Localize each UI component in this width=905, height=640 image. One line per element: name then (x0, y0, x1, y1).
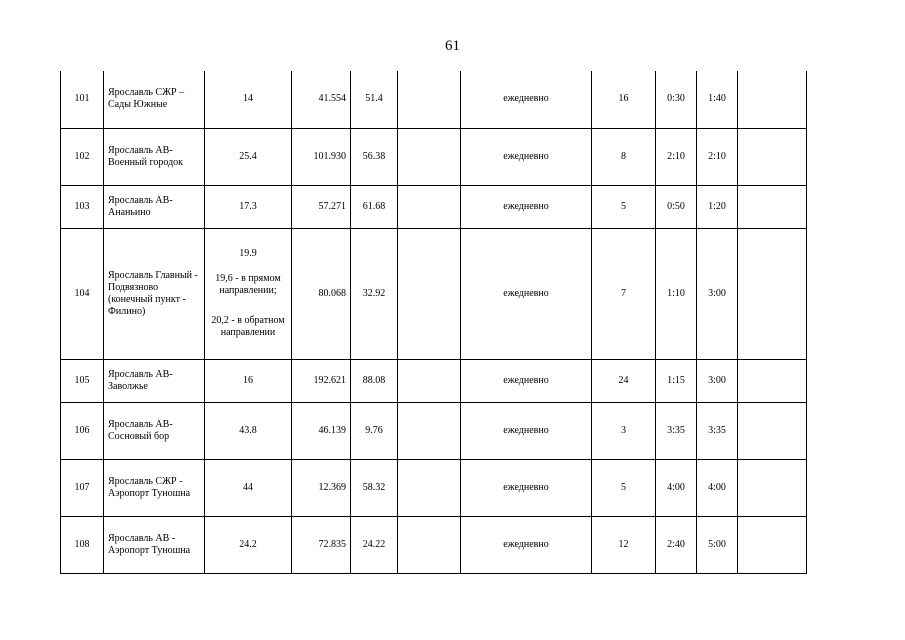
route-time1-cell: 4:00 (656, 459, 697, 516)
route-length-cell: 17.3 (205, 185, 292, 228)
empty-cell (398, 228, 461, 359)
empty-cell (398, 128, 461, 185)
route-time2-cell: 5:00 (697, 516, 738, 573)
table-row (61, 185, 807, 228)
route-time2-cell: 4:00 (697, 459, 738, 516)
route-value2-cell: 56.38 (351, 128, 398, 185)
route-days-cell: ежедневно (461, 516, 592, 573)
route-name-cell: Ярославль СЖР – Сады Южные (104, 71, 205, 128)
length-dir1: 19,6 - в прямом направлении; (215, 273, 281, 296)
route-value1-cell: 46.139 (292, 402, 351, 459)
route-number-cell: 103 (61, 185, 104, 228)
table-row (61, 516, 807, 573)
route-length-cell: 44 (205, 459, 292, 516)
route-count-cell: 3 (592, 402, 656, 459)
route-number-cell: 104 (61, 228, 104, 359)
route-count-cell: 8 (592, 128, 656, 185)
route-days-cell: ежедневно (461, 185, 592, 228)
table-row (61, 71, 807, 128)
table-row (61, 402, 807, 459)
route-length-cell: 25.4 (205, 128, 292, 185)
empty-cell (738, 459, 807, 516)
route-time2-cell: 3:35 (697, 402, 738, 459)
empty-cell (398, 402, 461, 459)
route-value1-cell: 72.835 (292, 516, 351, 573)
route-value2-cell: 58.32 (351, 459, 398, 516)
route-time2-cell: 1:40 (697, 71, 738, 128)
table-row (61, 128, 807, 185)
empty-cell (398, 516, 461, 573)
route-value2-cell: 32.92 (351, 228, 398, 359)
route-length-cell: 24.2 (205, 516, 292, 573)
empty-cell (738, 128, 807, 185)
empty-cell (398, 185, 461, 228)
route-value1-cell: 101.930 (292, 128, 351, 185)
table-row (61, 359, 807, 402)
route-length-cell: 43.8 (205, 402, 292, 459)
route-time1-cell: 2:40 (656, 516, 697, 573)
route-days-cell: ежедневно (461, 402, 592, 459)
empty-cell (398, 71, 461, 128)
route-time2-cell: 1:20 (697, 185, 738, 228)
route-days-cell: ежедневно (461, 71, 592, 128)
table-row (61, 459, 807, 516)
route-value1-cell: 192.621 (292, 359, 351, 402)
routes-table (60, 71, 807, 574)
page-number: 61 (445, 38, 460, 54)
route-value2-cell: 24.22 (351, 516, 398, 573)
route-value2-cell: 61.68 (351, 185, 398, 228)
route-time1-cell: 1:15 (656, 359, 697, 402)
empty-cell (738, 185, 807, 228)
route-name-cell: Ярославль АВ - Аэропорт Туношна (104, 516, 205, 573)
route-name-cell: Ярославль АВ-Заволжье (104, 359, 205, 402)
length-dir2: 20,2 - в обратном направлении (211, 315, 285, 338)
route-count-cell: 12 (592, 516, 656, 573)
route-number-cell: 108 (61, 516, 104, 573)
route-count-cell: 5 (592, 459, 656, 516)
empty-cell (398, 459, 461, 516)
route-number-cell: 106 (61, 402, 104, 459)
route-value1-cell: 12.369 (292, 459, 351, 516)
route-number-cell: 101 (61, 71, 104, 128)
empty-cell (738, 516, 807, 573)
route-value2-cell: 9.76 (351, 402, 398, 459)
route-name-cell: Ярославль Главный - Подвязново (конечный пункт - Филино) (104, 228, 205, 359)
route-value1-cell: 57.271 (292, 185, 351, 228)
route-number-cell: 102 (61, 128, 104, 185)
route-value1-cell: 80.068 (292, 228, 351, 359)
table-row (61, 228, 807, 359)
route-value2-cell: 51.4 (351, 71, 398, 128)
route-count-cell: 16 (592, 71, 656, 128)
route-value2-cell: 88.08 (351, 359, 398, 402)
route-number-cell: 107 (61, 459, 104, 516)
route-time1-cell: 1:10 (656, 228, 697, 359)
route-length-cell (205, 228, 292, 359)
route-time1-cell: 3:35 (656, 402, 697, 459)
route-time2-cell: 2:10 (697, 128, 738, 185)
route-number-cell: 105 (61, 359, 104, 402)
route-days-cell: ежедневно (461, 128, 592, 185)
route-count-cell: 7 (592, 228, 656, 359)
route-time1-cell: 2:10 (656, 128, 697, 185)
route-length-cell: 16 (205, 359, 292, 402)
route-name-cell: Ярославль СЖР - Аэропорт Туношна (104, 459, 205, 516)
empty-cell (738, 359, 807, 402)
route-count-cell: 5 (592, 185, 656, 228)
route-time1-cell: 0:30 (656, 71, 697, 128)
route-count-cell: 24 (592, 359, 656, 402)
route-time2-cell: 3:00 (697, 359, 738, 402)
route-name-cell: Ярославль АВ-Ананьино (104, 185, 205, 228)
route-length-cell: 14 (205, 71, 292, 128)
empty-cell (738, 402, 807, 459)
route-name-cell: Ярославль АВ-Военный городок (104, 128, 205, 185)
route-name-cell: Ярославль АВ-Сосновый бор (104, 402, 205, 459)
empty-cell (398, 359, 461, 402)
route-days-cell: ежедневно (461, 359, 592, 402)
route-days-cell: ежедневно (461, 459, 592, 516)
route-time1-cell: 0:50 (656, 185, 697, 228)
empty-cell (738, 228, 807, 359)
route-value1-cell: 41.554 (292, 71, 351, 128)
routes-table-body (61, 71, 807, 573)
route-days-cell: ежедневно (461, 228, 592, 359)
empty-cell (738, 71, 807, 128)
length-main: 19.9 (239, 248, 257, 259)
route-time2-cell: 3:00 (697, 228, 738, 359)
